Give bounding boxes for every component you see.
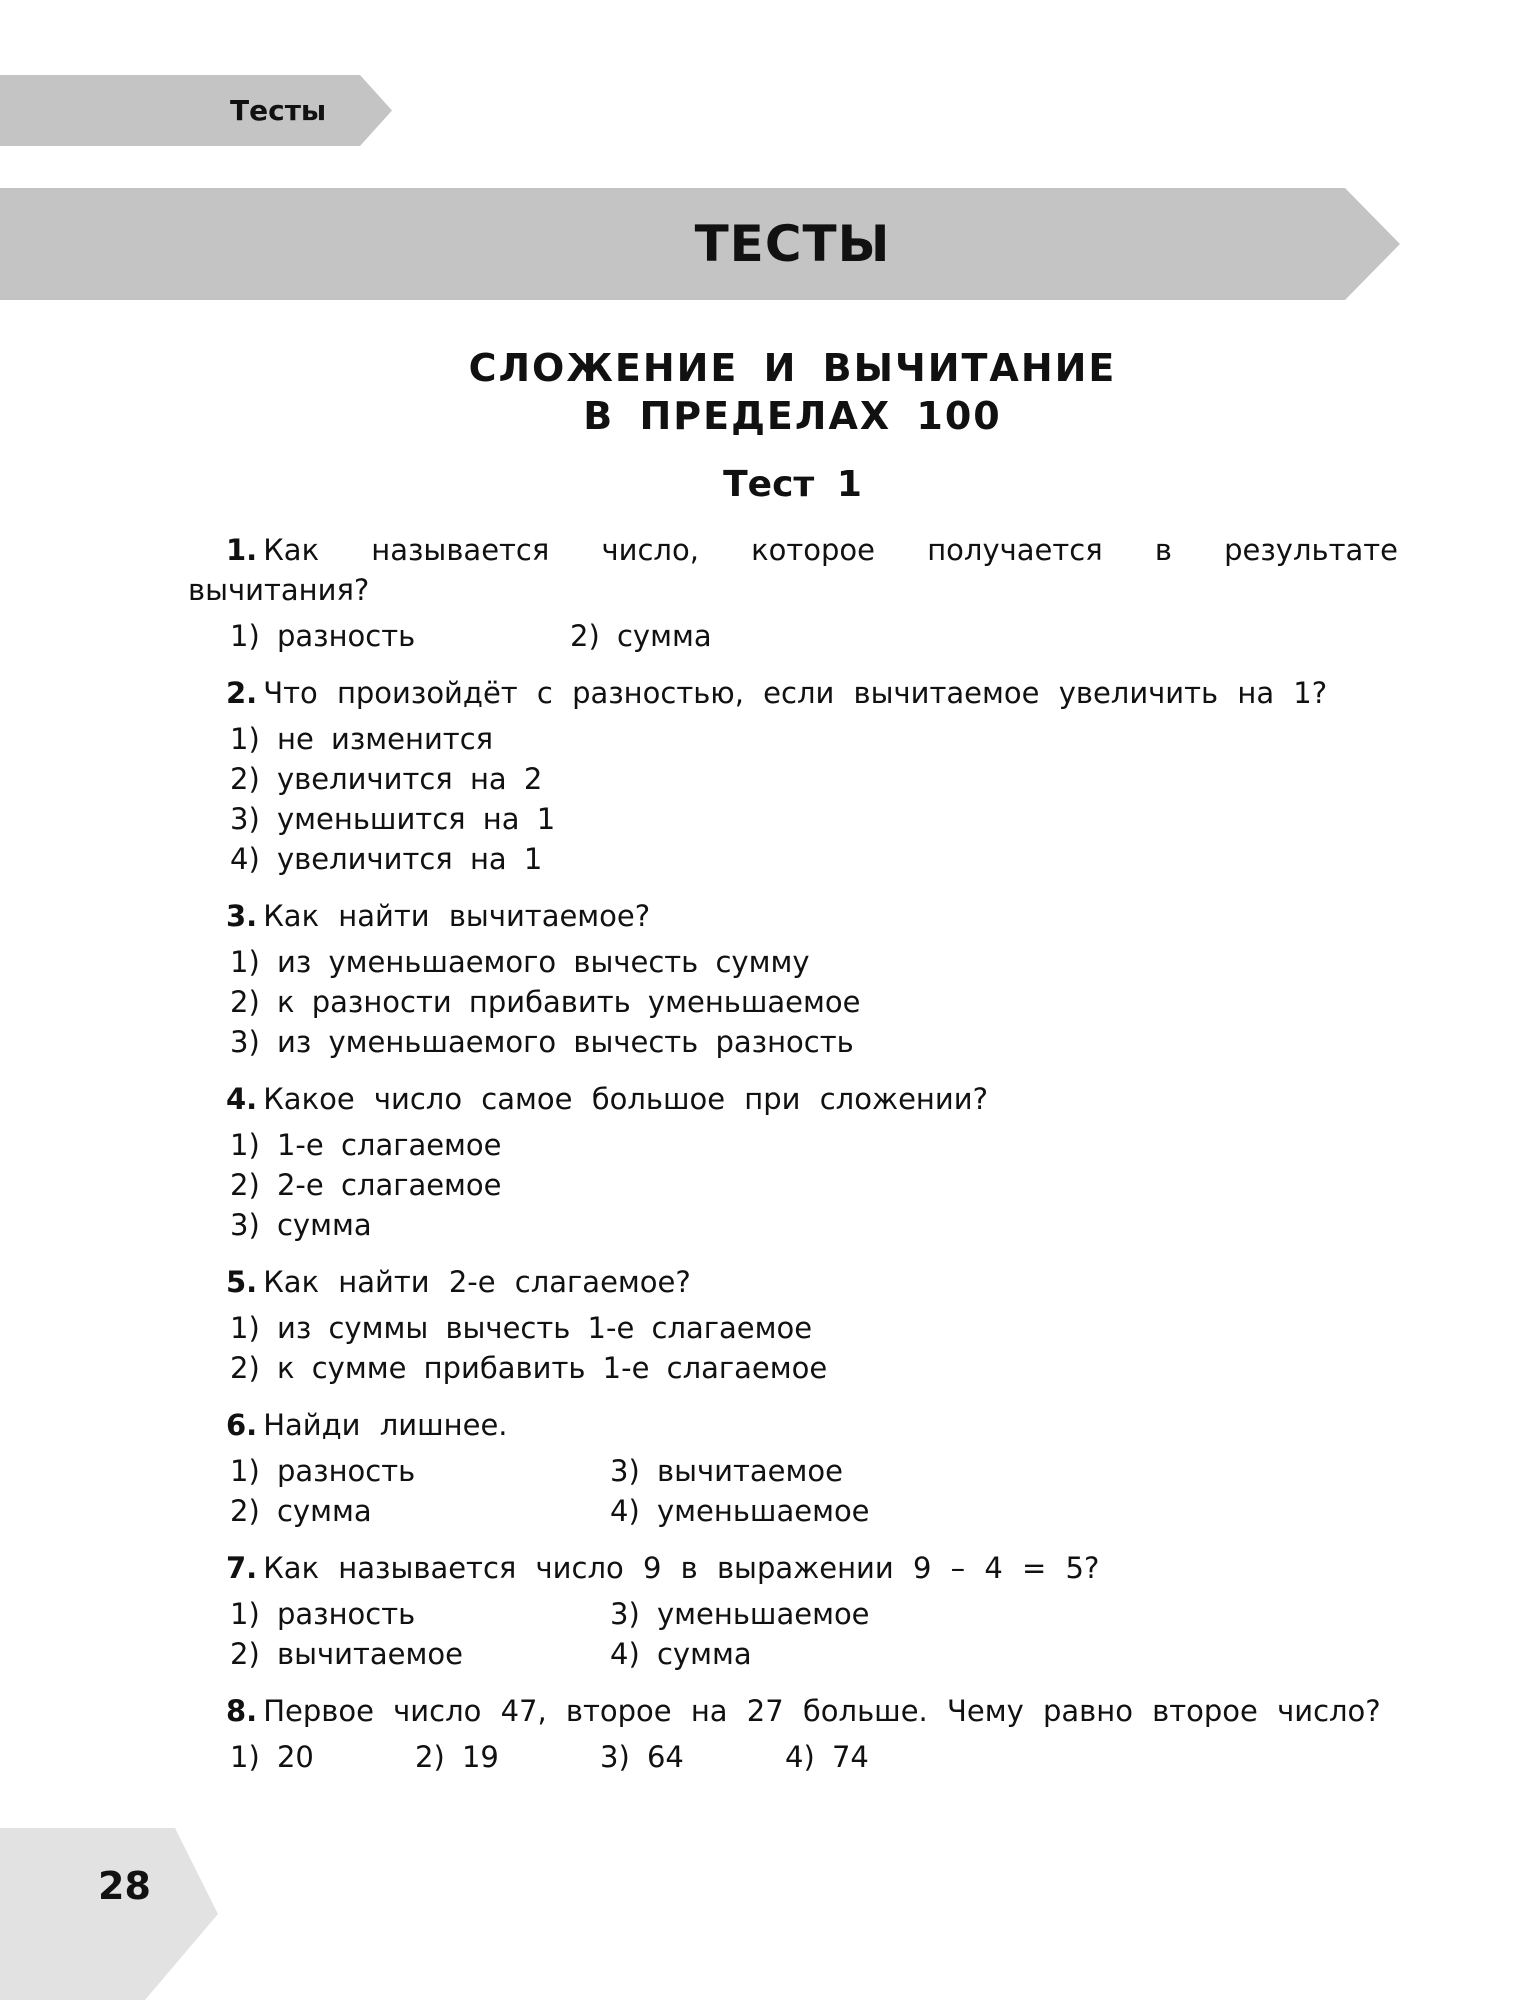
test-title: Тест 1: [723, 464, 862, 505]
answer-option[interactable]: 4) уменьшаемое: [610, 1494, 870, 1528]
question-text: 8. Первое число 47, второе на 27 больше. Чему равно второе число?: [226, 1694, 1381, 1728]
question-number: 4.: [226, 1082, 258, 1116]
options-row: [188, 1491, 1398, 1531]
answer-option[interactable]: 3) вычитаемое: [610, 1454, 843, 1488]
options-row: [188, 616, 1398, 656]
question-7: [188, 1548, 1398, 1674]
question-2: [188, 673, 1398, 879]
question-text: 3. Как найти вычитаемое?: [226, 899, 651, 933]
answer-option[interactable]: 3) из уменьшаемого вычесть разность: [230, 1025, 854, 1059]
answer-option[interactable]: 2) сумма: [570, 619, 712, 653]
question-text: 6. Найди лишнее.: [226, 1408, 508, 1442]
banner-title: ТЕСТЫ: [694, 215, 891, 273]
question-text: 2. Что произойдёт с разностью, если вычитаемое увеличить на 1?: [226, 676, 1328, 710]
answer-option[interactable]: 3) уменьшится на 1: [230, 802, 556, 836]
answer-option[interactable]: 1) 20: [230, 1740, 314, 1774]
question-number: 1.: [226, 533, 258, 567]
answer-option[interactable]: 3) уменьшаемое: [610, 1597, 870, 1631]
options-row: [188, 1737, 1398, 1777]
answer-option[interactable]: 4) 74: [785, 1740, 869, 1774]
questions-list: [188, 530, 1398, 1794]
question-number: 3.: [226, 899, 258, 933]
question-number: 7.: [226, 1551, 258, 1585]
answer-option[interactable]: 2) 2-е слагаемое: [230, 1168, 502, 1202]
answer-option[interactable]: 1) разность: [230, 619, 416, 653]
answer-option[interactable]: 4) сумма: [610, 1637, 752, 1671]
answer-option[interactable]: 2) сумма: [230, 1494, 372, 1528]
answer-option[interactable]: 2) к разности прибавить уменьшаемое: [230, 985, 861, 1019]
header-tab: [0, 75, 392, 146]
question-6: [188, 1405, 1398, 1531]
question-5: [188, 1262, 1398, 1388]
question-8: [188, 1691, 1398, 1777]
answer-option[interactable]: 1) не изменится: [230, 722, 494, 756]
answer-option[interactable]: 2) 19: [415, 1740, 499, 1774]
answer-option[interactable]: 1) из суммы вычесть 1-е слагаемое: [230, 1311, 813, 1345]
question-text: 7. Как называется число 9 в выражении 9 – 4 = 5?: [226, 1551, 1100, 1585]
answer-option[interactable]: 1) разность: [230, 1597, 416, 1631]
answer-option[interactable]: 2) к сумме прибавить 1-е слагаемое: [230, 1351, 828, 1385]
answer-option[interactable]: 2) вычитаемое: [230, 1637, 463, 1671]
answer-option[interactable]: 3) 64: [600, 1740, 684, 1774]
answer-option[interactable]: 1) разность: [230, 1454, 416, 1488]
question-text: 4. Какое число самое большое при сложении?: [226, 1082, 988, 1116]
section-title-line1: СЛОЖЕНИЕ И ВЫЧИТАНИЕ: [468, 346, 1117, 390]
answer-option[interactable]: 1) 1-е слагаемое: [230, 1128, 502, 1162]
question-number: 2.: [226, 676, 258, 710]
question-number: 6.: [226, 1408, 258, 1442]
question-text: 5. Как найти 2-е слагаемое?: [226, 1265, 691, 1299]
question-4: [188, 1079, 1398, 1245]
question-number: 8.: [226, 1694, 258, 1728]
answer-option[interactable]: 4) увеличится на 1: [230, 842, 543, 876]
question-number: 5.: [226, 1265, 258, 1299]
answer-option[interactable]: 2) увеличится на 2: [230, 762, 543, 796]
question-3: [188, 896, 1398, 1062]
page-number: 28: [98, 1864, 151, 1908]
options-row: [188, 1451, 1398, 1491]
options-row: [188, 1594, 1398, 1634]
section-title-line2: В ПРЕДЕЛАХ 100: [583, 394, 1002, 438]
question-text: 1. Как называется число, которое получается в результате вычитания?: [188, 533, 1398, 607]
answer-option[interactable]: 1) из уменьшаемого вычесть сумму: [230, 945, 810, 979]
options-row: [188, 1634, 1398, 1674]
question-1: [188, 530, 1398, 656]
answer-option[interactable]: 3) сумма: [230, 1208, 372, 1242]
header-tab-label: Тесты: [230, 94, 327, 127]
page-number-tab: [0, 1828, 218, 2000]
